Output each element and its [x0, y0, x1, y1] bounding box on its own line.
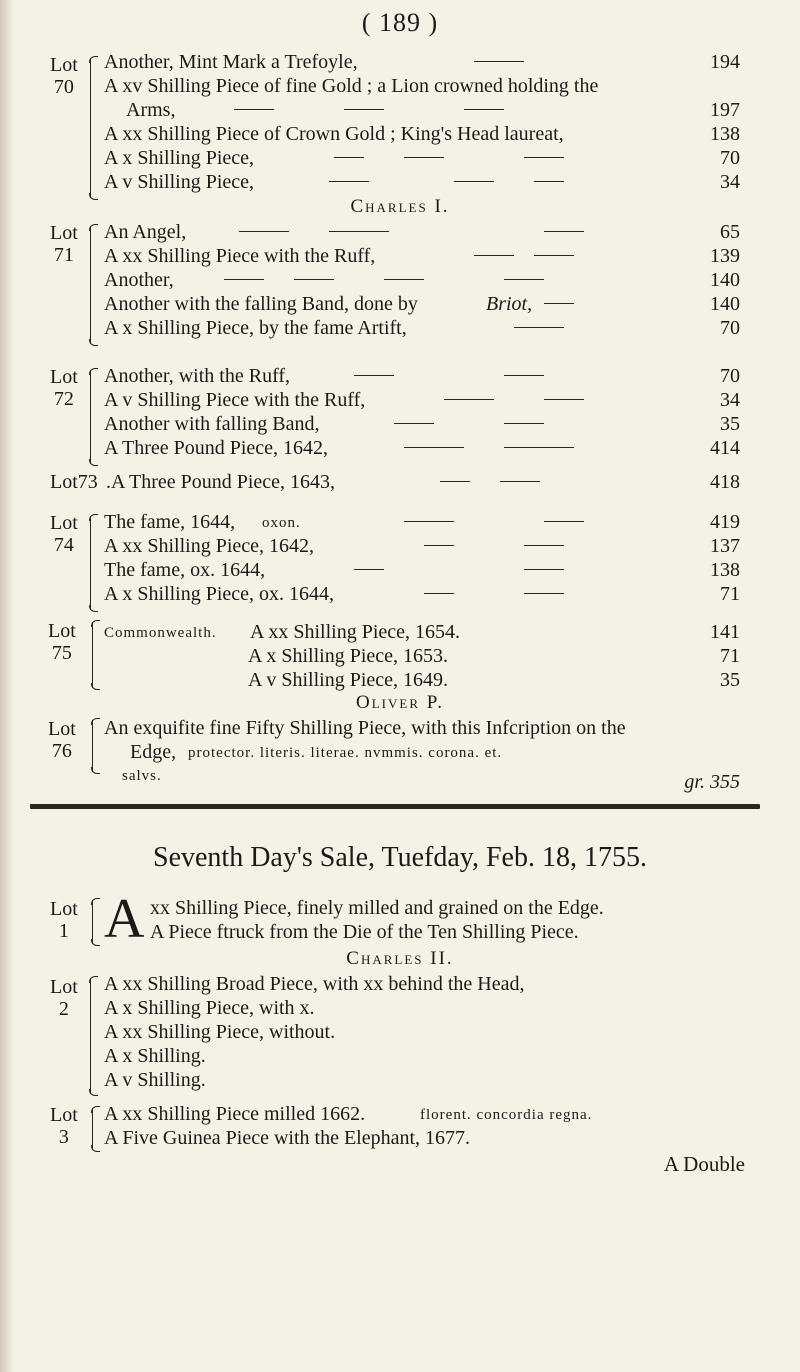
lot75-price-3: 35 [720, 669, 740, 691]
lot74-item-3: The fame, ox. 1644, [104, 558, 744, 582]
lot76-price: gr. 355 [684, 771, 740, 793]
lot1-line-2: A Piece ftruck from the Die of the Ten Shilling Piece. [150, 921, 579, 943]
lot3-line-1: A xx Shilling Piece milled 1662. florent. concordia regna. [104, 1103, 593, 1125]
lot73-item: Lot73 .A Three Pound Piece, 1643, [50, 470, 730, 494]
lot72-item-2: A v Shilling Piece with the Ruff, [104, 388, 744, 412]
lot-label-71: Lot 71 [50, 222, 78, 266]
lot71-item-2: A xx Shilling Piece with the Ruff, [104, 244, 744, 268]
lot2-line-3: A xx Shilling Piece, without. [104, 1021, 336, 1043]
lot72-price-2: 34 [720, 389, 740, 411]
brace-lot-75 [92, 622, 93, 688]
lot73-price: 418 [710, 471, 740, 493]
lot75-item-3: A v Shilling Piece, 1649. [248, 669, 448, 691]
lot74-price-2: 137 [710, 535, 740, 557]
lot-label-73: Lot73 [50, 471, 98, 493]
lot70-price-5: 70 [720, 147, 740, 169]
lot-label-70: Lot 70 [50, 54, 78, 98]
lot2-line-2: A x Shilling Piece, with x. [104, 997, 315, 1019]
lot71-item-3: Another, [104, 268, 744, 292]
lot70-item-6: A v Shilling Piece, [104, 170, 744, 194]
brace-lot-2 [90, 978, 91, 1094]
lot3-line-2: A Five Guinea Piece with the Elephant, 1677. [104, 1127, 471, 1149]
lot-label-1: Lot 1 [50, 898, 78, 942]
lot70-item-1: Another, Mint Mark a Trefoyle, [104, 50, 744, 74]
brace-lot-1 [92, 900, 93, 944]
lot2-line-4: A x Shilling. [104, 1045, 206, 1067]
lot76-line-3: salvs. [122, 768, 162, 784]
heading-charles-ii: Charles II. [346, 948, 454, 969]
lot70-price-1: 194 [710, 51, 740, 73]
brace-lot-76 [92, 720, 93, 772]
lot70-price-6: 34 [720, 171, 740, 193]
lot70-item-3: Arms, [104, 98, 744, 122]
lot74-price-3: 138 [710, 559, 740, 581]
lot72-item-1: Another, with the Ruff, [104, 364, 744, 388]
heading-oliver-p: Oliver P. [356, 692, 444, 713]
lot-label-74: Lot 74 [50, 512, 78, 556]
lot74-item-1: The fame, 1644, oxon. [104, 510, 744, 534]
brace-lot-3 [92, 1108, 93, 1150]
brace-lot-70 [90, 58, 91, 198]
lot72-price-3: 35 [720, 413, 740, 435]
lot1-line-1: xx Shilling Piece, finely milled and grained on the Edge. [150, 897, 604, 919]
brace-lot-72 [90, 370, 91, 464]
lot71-price-4: 140 [710, 293, 740, 315]
lot70-item-2: A xv Shilling Piece of fine Gold ; a Lion crowned holding the [104, 75, 599, 97]
lot-label-3: Lot 3 [50, 1104, 78, 1148]
lot70-item-4: A xx Shilling Piece of Crown Gold ; King's Head laureat, [104, 123, 564, 145]
lot74-item-4: A x Shilling Piece, ox. 1644, [104, 582, 744, 606]
catchword: A Double [663, 1152, 745, 1176]
lot70-price-3: 197 [710, 99, 740, 121]
lot2-line-1: A xx Shilling Broad Piece, with xx behind the Head, [104, 973, 525, 995]
lot74-item-2: A xx Shilling Piece, 1642, [104, 534, 744, 558]
lot71-price-1: 65 [720, 221, 740, 243]
lot75-price-1: 141 [710, 621, 740, 643]
drop-cap: A [104, 888, 145, 950]
lot2-line-5: A v Shilling. [104, 1069, 206, 1091]
section-rule [30, 804, 760, 809]
lot71-item-1: An Angel, [104, 220, 744, 244]
lot76-line-1: An exquifite fine Fifty Shilling Piece, with this Infcription on the [104, 717, 626, 739]
page-number: ( 189 ) [361, 8, 439, 37]
lot72-price-1: 70 [720, 365, 740, 387]
lot71-price-2: 139 [710, 245, 740, 267]
brace-lot-71 [90, 226, 91, 344]
lot-label-72: Lot 72 [50, 366, 78, 410]
lot71-price-3: 140 [710, 269, 740, 291]
lot71-item-5: A x Shilling Piece, by the fame Artift, [104, 316, 744, 340]
lot70-price-4: 138 [710, 123, 740, 145]
lot71-item-4: Another with the falling Band, done by Briot, [104, 292, 744, 316]
lot-label-2: Lot 2 [50, 976, 78, 1020]
brace-lot-74 [90, 516, 91, 610]
lot74-price-1: 419 [710, 511, 740, 533]
lot75-item-1: Commonwealth. A xx Shilling Piece, 1654. [104, 621, 460, 643]
lot72-item-3: Another with falling Band, [104, 412, 744, 436]
lot75-item-2: A x Shilling Piece, 1653. [248, 645, 448, 667]
lot75-price-2: 71 [720, 645, 740, 667]
lot72-price-4: 414 [710, 437, 740, 459]
lot74-price-4: 71 [720, 583, 740, 605]
heading-charles-i: Charles I. [350, 196, 450, 217]
lot71-price-5: 70 [720, 317, 740, 339]
lot76-line-2: Edge, protector. literis. literae. nvmmis. corona. et. [130, 741, 503, 763]
lot70-item-5: A x Shilling Piece, [104, 146, 744, 170]
lot-label-75: Lot 75 [48, 620, 76, 664]
lot72-item-4: A Three Pound Piece, 1642, [104, 436, 744, 460]
seventh-day-heading: Seventh Day's Sale, Tuefday, Feb. 18, 1755. [153, 842, 647, 873]
lot-label-76: Lot 76 [48, 718, 76, 762]
